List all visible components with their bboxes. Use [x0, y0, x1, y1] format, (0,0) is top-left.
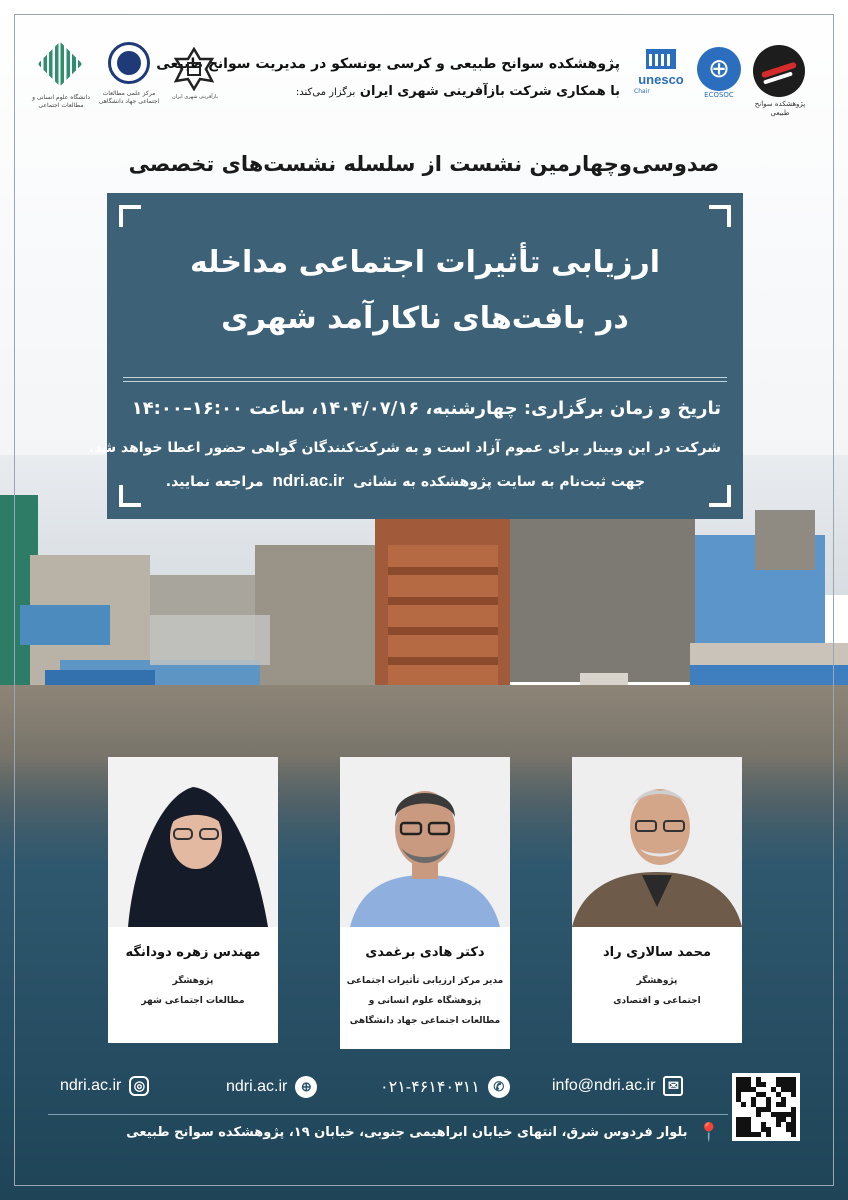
contact-bar	[0, 1060, 848, 1180]
speaker-role	[340, 971, 510, 1031]
instagram-link[interactable]	[60, 1076, 149, 1096]
corner-mark	[119, 205, 141, 227]
phone-link[interactable]	[380, 1076, 510, 1098]
corner-mark	[709, 205, 731, 227]
website-link[interactable]	[226, 1076, 317, 1098]
qr-module	[791, 1092, 796, 1097]
urban-regeneration-logo-caption: بازآفرینی شهری ایران	[172, 94, 218, 100]
event-note: شرکت در این وبینار برای عموم آزاد است و به شرکت‌کنندگان گواهی حضور اعطا خواهد شد.	[88, 440, 721, 456]
speaker-name: محمد سالاری راد	[602, 945, 712, 960]
speaker-role-line: مدیر مرکز ارزیابی تأثیرات اجتماعی	[346, 976, 504, 986]
email-link[interactable]	[552, 1076, 683, 1096]
registration-text: جهت ثبت‌نام به سایت پژوهشکده به نشانی	[353, 474, 645, 490]
registration-link[interactable]: ndri.ac.ir	[272, 471, 345, 490]
un-emblem-icon: ⊕	[694, 44, 744, 94]
institute-logo	[38, 42, 83, 87]
qr-module	[766, 1132, 771, 1137]
ndri-logo	[748, 40, 810, 102]
qr-code[interactable]	[732, 1073, 800, 1141]
urban-regeneration-logo	[168, 46, 220, 92]
corner-mark	[709, 485, 731, 507]
qr-module	[781, 1102, 786, 1107]
header	[0, 0, 848, 140]
address	[126, 1122, 720, 1143]
partner-name: با همکاری شرکت بازآفرینی شهری ایران	[359, 84, 620, 99]
address-text: بلوار فردوس شرق، انتهای خیابان ابراهیمی جنوبی، خیابان ۱۹، پژوهشکده سوانح طبیعی	[126, 1125, 688, 1140]
speaker-role-line: پژوهشگر	[636, 976, 678, 986]
speaker-role-line: پژوهشگر	[172, 976, 214, 986]
event-date-time: تاریخ و زمان برگزاری: چهارشنبه، ۱۴۰۴/۰۷/۱۶، ساعت ۱۶:۰۰–۱۴:۰۰	[131, 398, 721, 419]
speaker-role	[572, 971, 742, 1011]
un-caption: ECOSOC	[704, 91, 734, 99]
speaker-card	[340, 757, 510, 1049]
email-address: info@ndri.ac.ir	[552, 1077, 656, 1094]
website-url: ndri.ac.ir	[226, 1078, 288, 1095]
registration-text-end: مراجعه نمایید.	[165, 474, 264, 490]
speaker-role-line: اجتماعی و اقتصادی	[613, 996, 701, 1006]
instagram-handle: ndri.ac.ir	[60, 1077, 122, 1094]
speaker-role-line: مطالعات اجتماعی شهر	[141, 996, 245, 1006]
phone-icon: ✆	[488, 1076, 510, 1098]
corner-mark	[119, 485, 141, 507]
speaker-card	[108, 757, 278, 1043]
qr-module	[776, 1122, 781, 1127]
title-panel	[88, 193, 743, 519]
speaker-role-line: مطالعات اجتماعی جهاد دانشگاهی	[349, 1016, 501, 1026]
speaker-name: مهندس زهره دودانگه	[125, 945, 261, 960]
speaker-photo	[340, 757, 510, 927]
event-title-line1: ارزیابی تأثیرات اجتماعی مداخله	[189, 245, 661, 280]
divider	[123, 381, 727, 382]
jihad-logo-caption: مرکز علمی مطالعات اجتماعی جهاد دانشگاهی	[98, 90, 160, 105]
qr-module	[756, 1112, 761, 1117]
speaker-role-line: پژوهشگاه علوم انسانی و	[368, 996, 482, 1006]
speaker-name: دکتر هادی برغمدی	[365, 945, 485, 960]
partner-suffix: برگزار می‌کند:	[295, 87, 356, 98]
series-heading: صدوسی‌وچهارمین نشست از سلسله نشست‌های تخصصی	[128, 152, 720, 176]
instagram-icon: ◎	[129, 1076, 149, 1096]
unesco-word: unesco	[638, 72, 684, 87]
qr-module	[791, 1132, 796, 1137]
speaker-photo	[572, 757, 742, 927]
globe-icon: ⊕	[295, 1076, 317, 1098]
unesco-logo	[632, 46, 690, 90]
envelope-icon: ✉	[663, 1076, 683, 1096]
divider	[48, 1114, 728, 1115]
event-title-line2: در بافت‌های ناکارآمد شهری	[221, 301, 629, 336]
qr-module	[756, 1132, 761, 1137]
qr-module	[741, 1102, 746, 1107]
institute-logo-caption: دانشگاه علوم انسانی و مطالعات اجتماعی	[32, 94, 90, 109]
jihad-logo	[108, 42, 150, 84]
speaker-card	[572, 757, 742, 1043]
unesco-caption: Chair	[634, 88, 650, 95]
location-pin-icon: 📍	[697, 1122, 720, 1143]
qr-module	[761, 1082, 766, 1087]
organizer-line: پژوهشکده سوانح طبیعی و کرسی یونسکو در مدیریت سوانح طبیعی	[156, 56, 620, 72]
ndri-logo-caption: پژوهشکده سوانح طبیعی	[754, 100, 806, 117]
speaker-photo	[108, 757, 278, 927]
phone-number: ۰۲۱-۴۶۱۴۰۳۱۱	[380, 1079, 480, 1096]
registration-line	[166, 471, 645, 491]
divider	[123, 377, 727, 378]
speaker-role	[108, 971, 278, 1011]
partner-line	[296, 84, 620, 99]
